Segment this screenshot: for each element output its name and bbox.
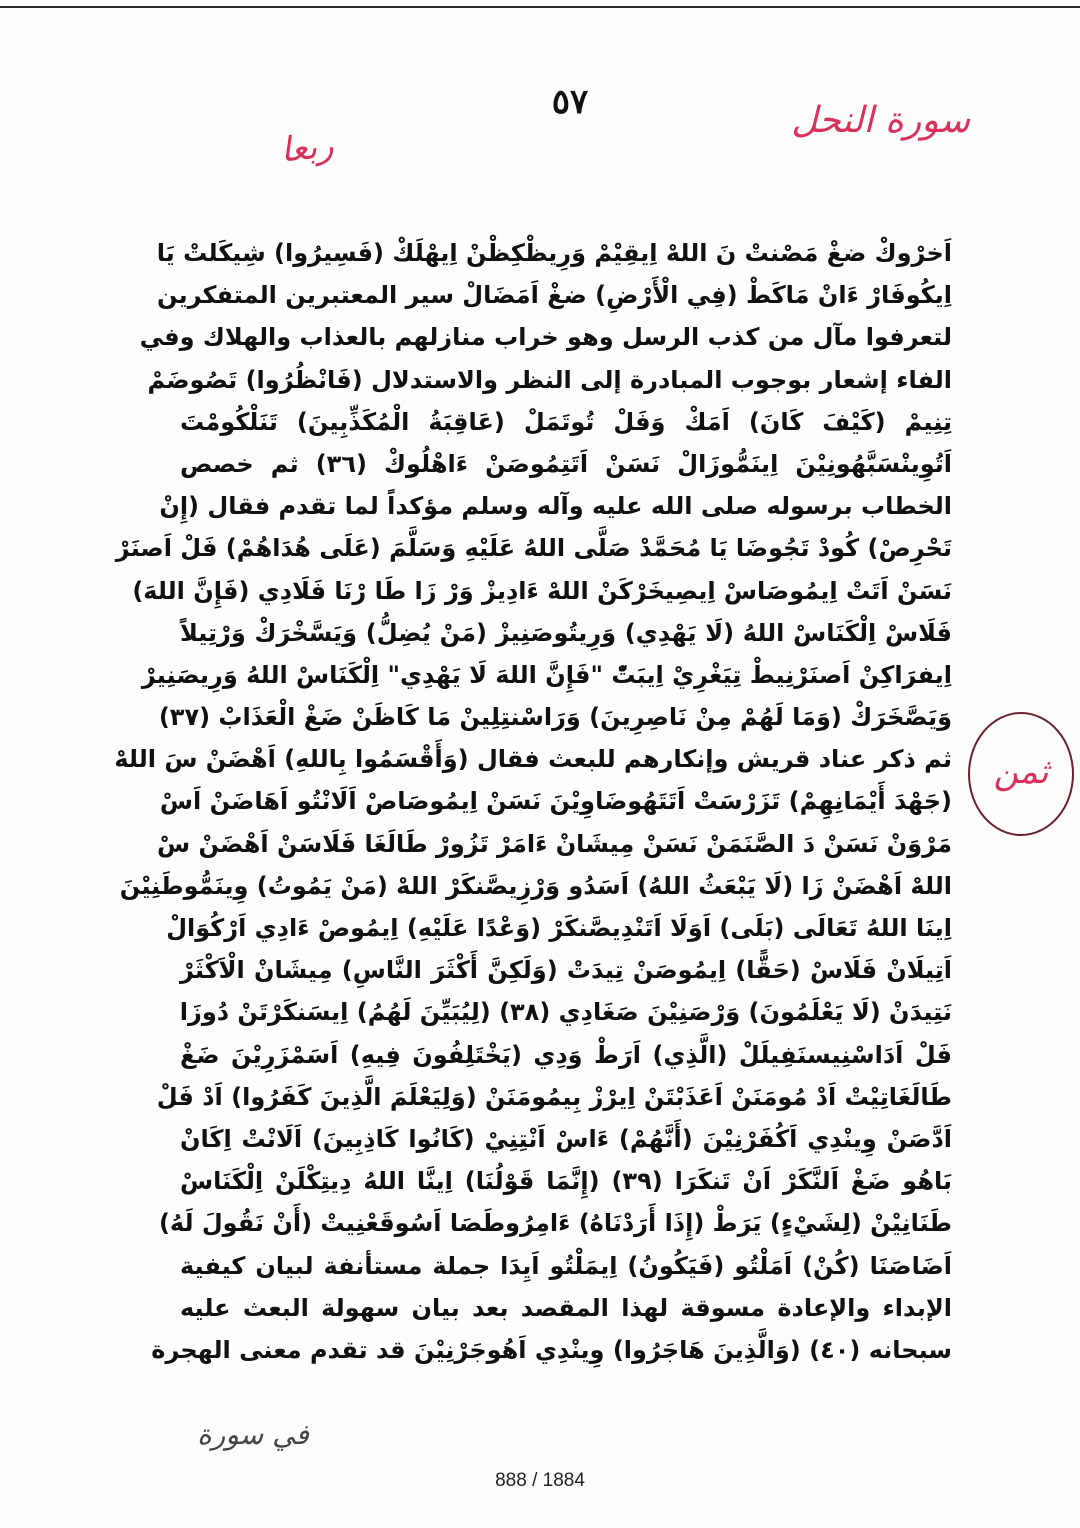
text-line: الإبداء والإعادة مسوقة لهذا المقصد بعد بيان سهولة البعث عليه xyxy=(180,1293,952,1322)
text-line: فَلْ اَدَاسْنِيسنَفِيلَلْ (الَّذِي) اَرَطْ وَدِي (يَخْتَلِفُونَ فِيهِ) اَسَمْزَرِيْنَ ضَغْ xyxy=(180,1040,952,1069)
text-line: سبحانه (٤٠) (وَالَّذِينَ هَاجَرُوا) وِينْدِي اَهُوجَرْنِيْنَ قد تقدم معنى الهجرة xyxy=(151,1335,952,1364)
text-line: اَدَّصَنْ وِينْدِي اَكُفَرْنِيْنَ (أَنَّهُمْ) ءَاسْ اَنْتِنِيْ (كَانُوا كَاذِبِينَ) اَلَانْتْ اِكَانْ xyxy=(180,1124,952,1153)
text-line: بَاهُو ضَغْ اَلنَّكَرْ اَنْ تَنكَرَا (٣٩) (إِنَّمَا قَوْلُنَا) اِينَّا اللهُ دِيتِكْلَنْ اِلْكَنَاسْ xyxy=(180,1167,952,1196)
text-line: اَضَاصَنَا (كُنْ) اَمَلْتُو (فَيَكُونُ) اِيمَلْتُو اَيِدَا جملة مستأنفة لبيان كيفية xyxy=(180,1251,952,1280)
text-line: اِينَا اللهُ تَعَالَى (بَلَى) اَوَلَا اَتَنْدِيصَّنكَرْ (وَعْدًا عَلَيْهِ) اِيمُوصْ ءَادِي اَرْكُوَالْ xyxy=(166,914,952,942)
text-line: اَتُوِينْسَبَّهُونِيْنَ اِينَمُّوزَالْ نَسَنْ اَتَتِمُوصَنْ ءَاهْلُوكْ (٣٦) ثم خصص xyxy=(180,449,952,478)
text-line: اِيكُوفَارْ ءَانْ مَاكَطْ (فِي الْأَرْضِ) ضغْ اَمَضَالْ سير المعتبرين المتفكرين xyxy=(156,281,952,310)
text-line: (جَهْدَ أَيْمَانِهِمْ) تَزَرْسَتْ اَتَتَهُوضَاوِيْنَ نَسَنْ اِيمُوصَاصْ اَلَانْتُو اَهَاضَنْ اَسْ xyxy=(159,787,952,816)
handwritten-surah-name: سورة النحل xyxy=(791,100,970,141)
text-line: نَسَنْ اَتَتْ اِيمُوصَاسْ اِيصِيخَرْكَنْ اللهْ ءَادِيزْ وَرْ زَا طَا رْنَا فَلَادِي (فَإِنَّ اللهَ) xyxy=(132,576,952,605)
handwritten-thumn-note: ثمن xyxy=(993,752,1049,792)
text-line: طَالَغَاتِيْتْ اَدْ مُومَنَنْ اَعَذَبْتَنْ اِيرْزْ بِيمُومَنَنْ (وَلِيَعْلَمَ الَّذِينَ كَفَرُوا) اَدْ فَلْ xyxy=(156,1082,952,1111)
text-line: الفاء إشعار بوجوب المبادرة إلى النظر والاستدلال (فَانْظُرُوا) تَصُوضَمْ xyxy=(147,365,952,394)
text-line: وَيَصَّخَرَكْ (وَمَا لَهُمْ مِنْ نَاصِرِينَ) وَرَاسْنتِلِينْ مَا كَاظَنْ ضَغْ الْعَذَابْ (٣٧) xyxy=(158,703,952,732)
text-line: اَتِيلَانْ فَلَاسْ (حَقًّا) اِيمُوصَنْ تِيدَتْ (وَلَكِنَّ أَكْثَرَ النَّاسِ) مِيشَانْ الْاَكْثَرْ xyxy=(180,956,952,985)
text-line: الخطاب برسوله صلى الله عليه وآله وسلم مؤكداً لما تقدم فقال (إِنْ xyxy=(159,492,952,521)
page-counter: 888 / 1884 xyxy=(495,1470,585,1491)
text-line: اللهْ اَهْضَنْ زَا (لَا يَبْعَثُ اللهُ) اَسَدُو وَرْزِيصَّنكَرْ اللهْ (مَنْ يَمُوتُ) وِينَمُّوطَنِيْنَ xyxy=(119,871,952,900)
text-line: اَخرْوكْ ضغْ مَصْنتْ نَ اللهْ اِيقِيْمْ وَرِيظْكِظْنْ اِيهْلَكْ (فَسِيرُوا) شِيكَلتْ يَا xyxy=(156,239,952,267)
text-line: فَلَاسْ اِلْكَنَاسْ اللهُ (لَا يَهْدِي) وَرِيتُوصَنِيزْ (مَنْ يُضِلُّ) وَيَسَّخْرَكْ وَرْتِيلاً xyxy=(180,618,952,647)
text-line: تَحْرِصْ) كُودْ تَجُوضَا يَا مُحَمَّدْ صَلَّى اللهُ عَلَيْهِ وَسَلَّمَ (عَلَى هُدَاهُمْ) فَلْ اَصنَرْ xyxy=(115,534,952,563)
text-line: لتعرفوا مآل من كذب الرسل وهو خراب منازلهم بالعذاب والهلاك وفي xyxy=(139,323,952,352)
text-line: تِنِيمْ (كَيْفَ كَانَ) اَمَكْ وَفَلْ تُوتَمَلْ (عَاقِبَةُ الْمُكَذِّبِينَ) تَنَلْكُومْتَ xyxy=(180,407,952,436)
scan-top-edge xyxy=(0,6,1080,8)
page-number: ٥٧ xyxy=(551,82,589,122)
text-line: مَرْوَنْ نَسَنْ دَ الصَّنَمَنْ نَسَنْ مِيشَانْ ءَامَرْ تَزُورْ طَالَغَا فَلَاسَنْ اَهْضَنْ سْ xyxy=(157,829,952,858)
page-body-text xyxy=(114,232,952,1412)
text-line: نَتِيدَنْ (لَا يَعْلَمُونَ) وَرْصَنِيْنَ صَغَادِي (٣٨) (لِيُبَيِّنَ لَهُمُ) اِيسَنكَرْتَنْ دُوزَا xyxy=(179,998,952,1027)
text-line: اِيفرَاكِنْ اَصنَرْنِيطْ تِيَغْرِيْ اِيبَتّْ "فَإِنَّ اللهَ لَا يَهْدِي" اِلْكَنَاسْ اللهُ وَرِيصَنِيرْ xyxy=(141,660,952,689)
text-line: ثم ذكر عناد قريش وإنكارهم للبعث فقال (وَأَقْسَمُوا بِاللهِ) اَهْضَنْ سَ اللهْ xyxy=(114,745,952,774)
handwritten-rubu-note: ربعا xyxy=(278,125,336,171)
text-line: طَنَانِيْنْ (لِشَيْءٍ) يَرَطْ (إِذَا أَرَدْنَاهُ) ءَامِرُوطَصَا اَسُوقَعْنِيتْ (أَنْ نَقُولَ لَهُ) xyxy=(158,1209,952,1238)
handwritten-catchword: في سورة xyxy=(197,1418,309,1451)
